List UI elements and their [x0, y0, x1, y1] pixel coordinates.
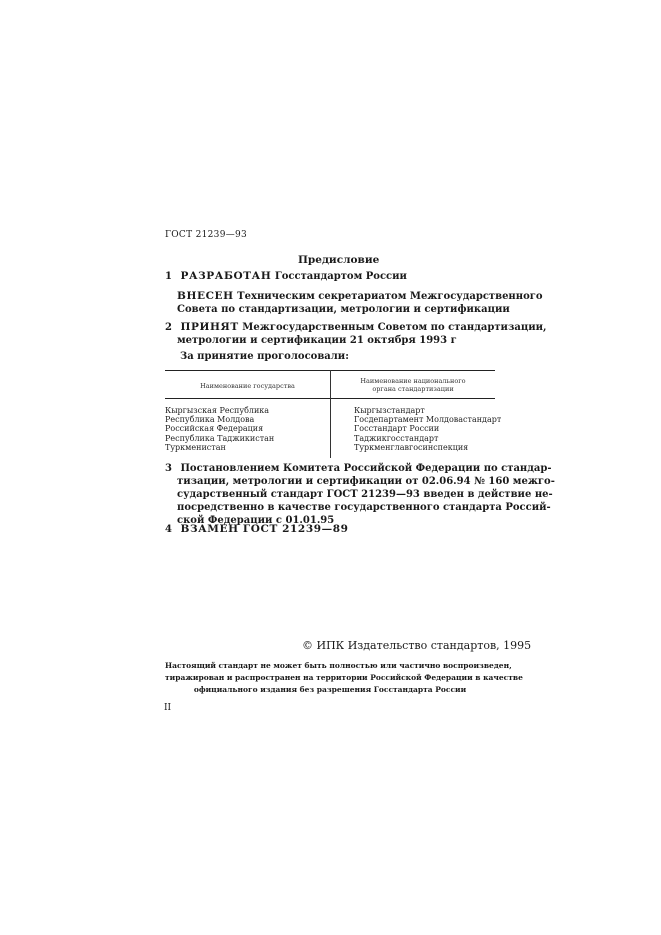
- table-row-body: Таджикгосстандарт: [354, 433, 439, 443]
- item-4-replaces: [165, 523, 495, 536]
- vote-caption: За принятие проголосовали:: [180, 351, 349, 362]
- table-row-body: Туркменглавгосинспекция: [354, 442, 469, 452]
- notice-line-1: Настоящий стандарт не может быть полностью или частично воспроизведен,: [165, 661, 512, 670]
- item-3-resolution: [165, 462, 555, 527]
- header-standards-body: [331, 377, 495, 393]
- item-1-keyword: РАЗРАБОТАН: [180, 270, 272, 282]
- table-row-state: Республика Таджикистан: [165, 433, 275, 443]
- item-1-number: 1: [165, 271, 172, 282]
- table-row-body: Госдепартамент Молдовастандарт: [354, 415, 502, 425]
- table-row-state: Республика Молдова: [165, 415, 255, 425]
- table-row-body: Кыргызстандарт: [354, 406, 425, 415]
- copyright-line: © ИПК Издательство стандартов, 1995: [302, 639, 532, 652]
- item-3-number: 3: [165, 463, 172, 474]
- item-2-keyword: ПРИНЯТ: [180, 321, 239, 333]
- header-state: Наименование государства: [200, 382, 295, 390]
- item-1b-line-1: Техническим секретариатом Межгосударственного: [237, 291, 543, 302]
- item-2-line-2: метрологии и сертификации 21 октября 1993 г: [177, 335, 457, 346]
- foreword-title: Предисловие: [298, 254, 380, 266]
- item-3-line-1: Постановлением Комитета Российской Федерации по стандар-: [180, 463, 552, 474]
- item-3-line-3: сударственный стандарт ГОСТ 21239—93 введен в действие не-: [177, 489, 553, 500]
- states-column: [165, 406, 274, 452]
- document-code: ГОСТ 21239—93: [165, 230, 248, 240]
- item-2-number: 2: [165, 322, 172, 333]
- item-2-adopted: [165, 321, 547, 347]
- item-1-developed: [165, 270, 495, 283]
- item-1-submitted: [177, 290, 543, 316]
- table-row-state: Российская Федерация: [165, 424, 264, 434]
- bodies-column: [354, 406, 501, 452]
- notice-line-2: тиражирован и распространен на территории Российской Федерации в качестве: [165, 673, 523, 682]
- voting-table: [165, 370, 502, 458]
- reproduction-notice: [165, 660, 523, 696]
- item-3-line-2: тизации, метрологии и сертификации от 02.06.94 № 160 межго-: [177, 476, 555, 487]
- table-row-state: Кыргызская Республика: [165, 406, 270, 415]
- item-1b-line-2: Совета по стандартизации, метрологии и сертификации: [177, 304, 510, 315]
- header-body-line-1: Наименование национального: [360, 377, 466, 385]
- item-4-number: 4: [165, 524, 172, 535]
- item-2-line-1: Межгосударственным Советом по стандартизации,: [242, 322, 547, 333]
- table-row-state: Туркменистан: [165, 442, 226, 452]
- item-4-text: ВЗАМЕН ГОСТ 21239—89: [180, 523, 349, 535]
- item-3-line-5: ской Федерации с 01.01.95: [177, 515, 335, 526]
- item-1-text: Госстандартом России: [274, 271, 407, 282]
- item-3-line-4: посредственно в качестве государственного стандарта Россий-: [177, 502, 551, 513]
- notice-line-3: официального издания без разрешения Госстандарта России: [193, 685, 467, 694]
- item-1b-keyword: ВНЕСЕН: [177, 290, 234, 302]
- table-row-body: Госстандарт России: [354, 424, 440, 434]
- header-body-line-2: органа стандартизации: [372, 385, 454, 393]
- page-number: II: [164, 703, 172, 713]
